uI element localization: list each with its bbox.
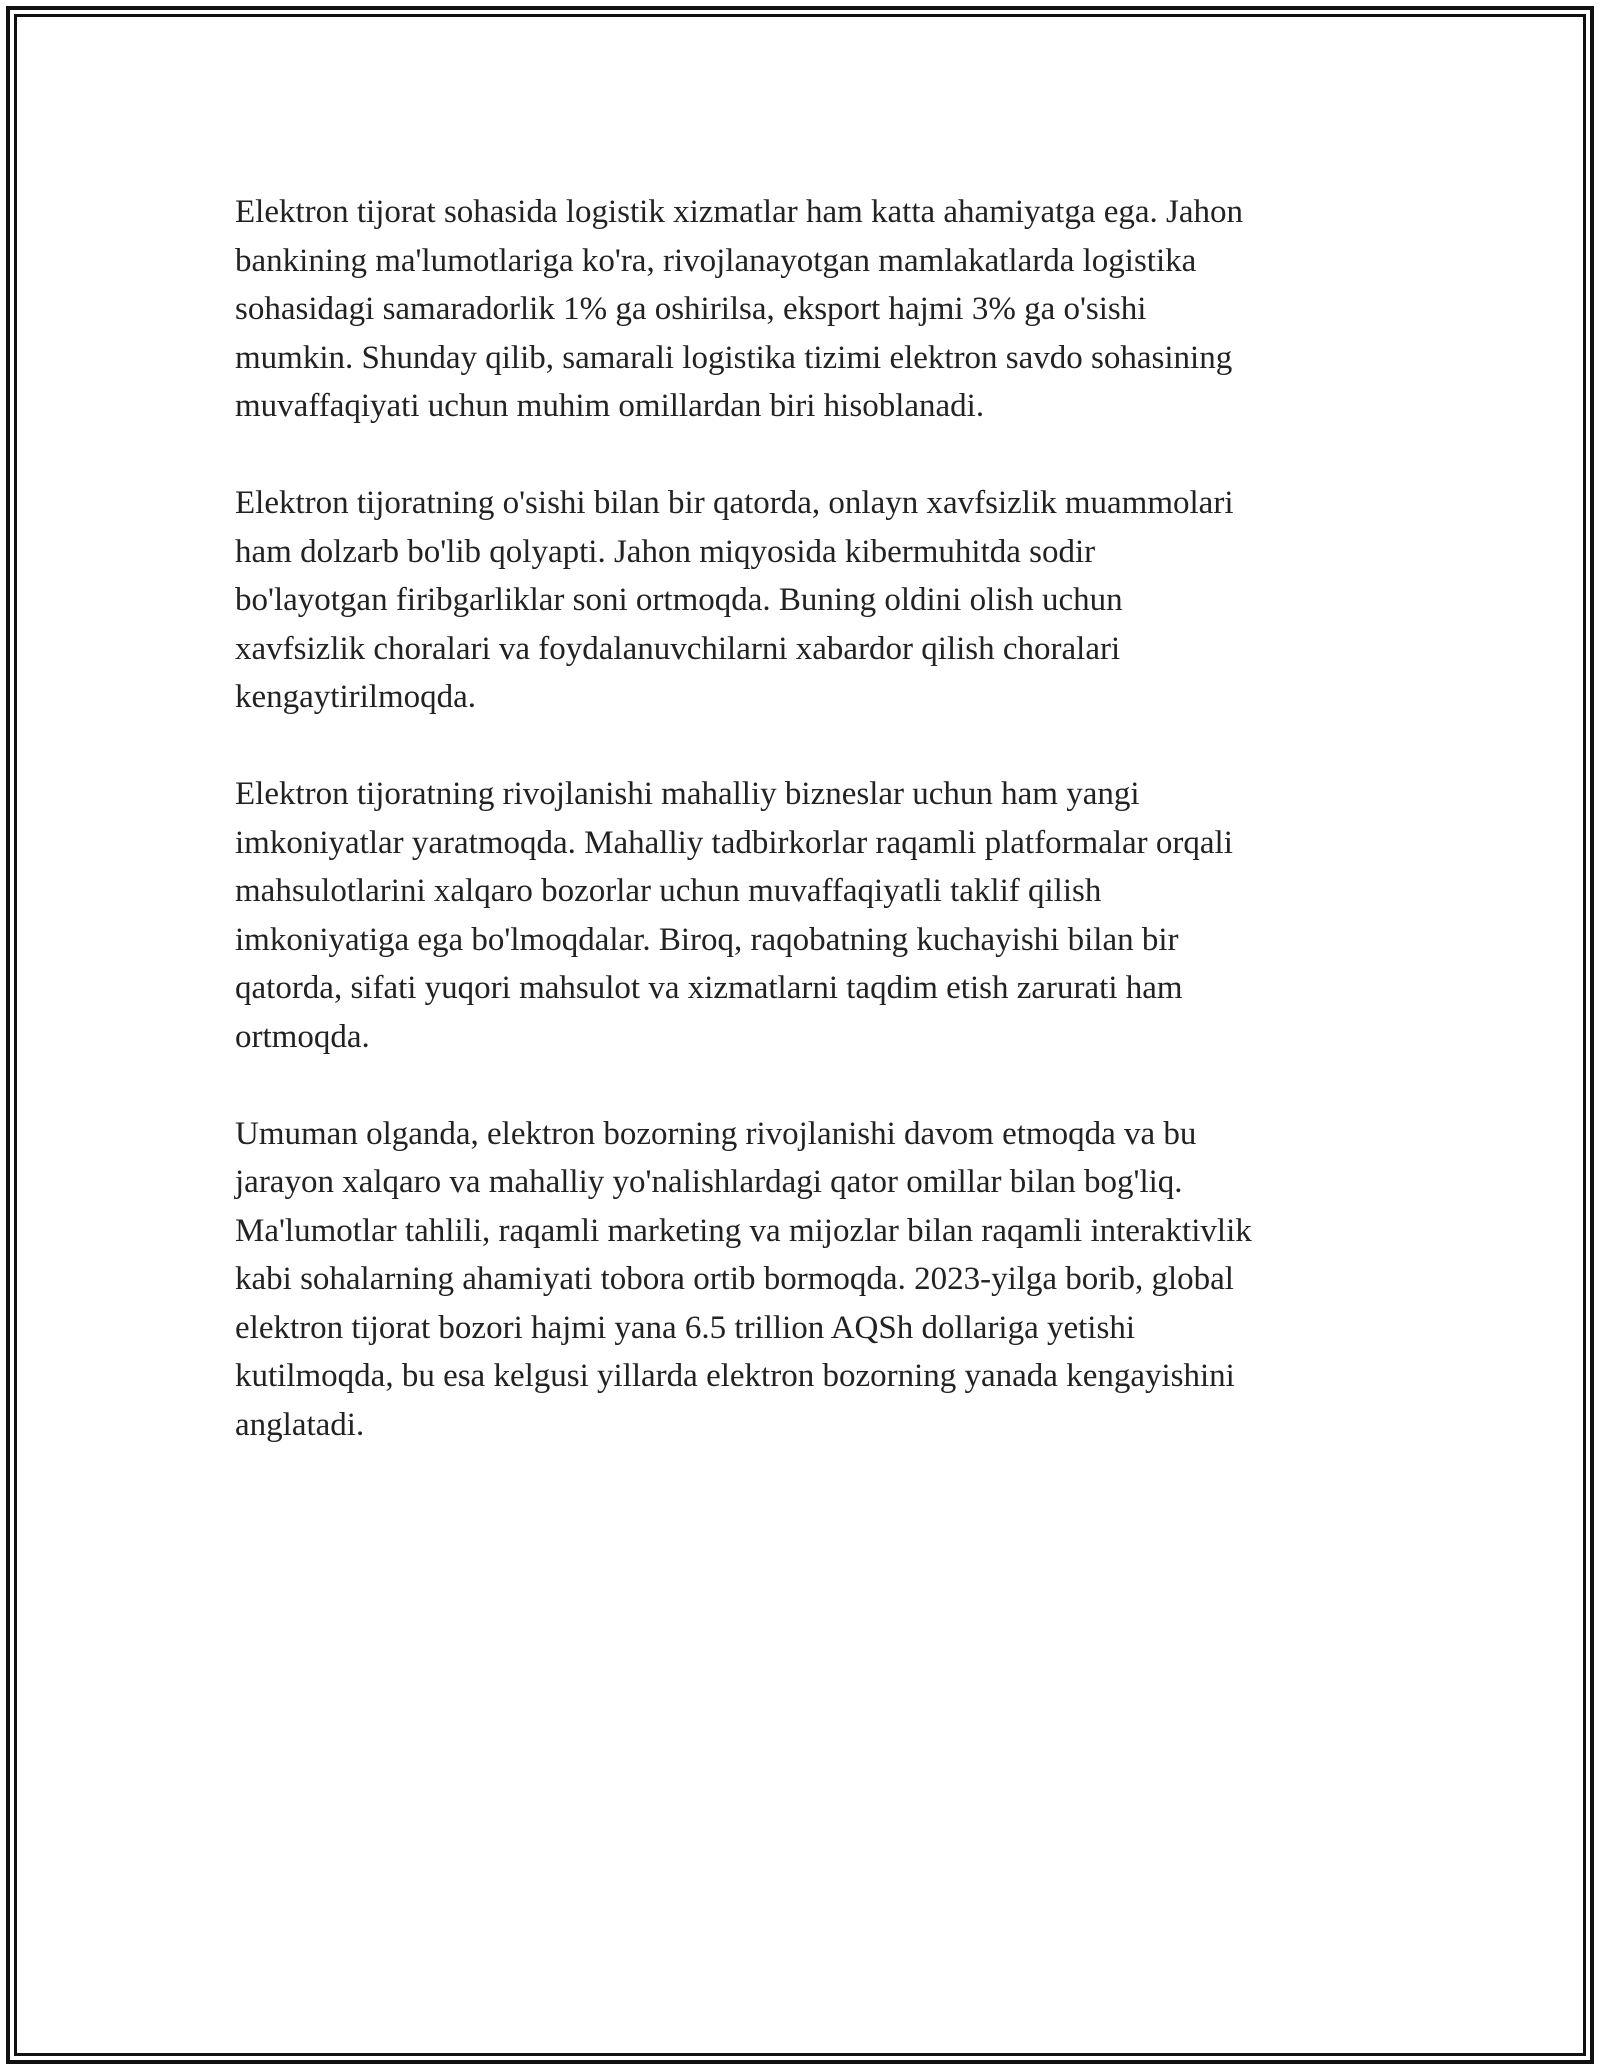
paragraph-logistics: Elektron tijorat sohasida logistik xizmatlar ham katta ahamiyatga ega. Jahon bankining ma'lumotlariga ko'ra, rivojlanayotgan mamlakatlarda logistika sohasidagi samaradorlik 1% ga oshirilsa, eksport hajmi 3% ga o'sishi mumkin. Shunday qilib, samarali logistika tizimi elektron savdo sohasining muvaffaqiyati uchun muhim omillardan biri hisoblanadi. (235, 194, 1244, 424)
paragraph-online-security: Elektron tijoratning o'sishi bilan bir qatorda, onlayn xavfsizlik muammolari ham dolzarb bo'lib qolyapti. Jahon miqyosida kibermuhitda sodir bo'layotgan firibgarliklar soni ortmoqda. Buning oldini olish uchun xavfsizlik choralari va foydalanuvchilarni xabardor qilish choralari kengaytirilmoqda. (235, 485, 1234, 715)
paragraph-conclusion: Umuman olganda, elektron bozorning rivojlanishi davom etmoqda va bu jarayon xalqaro va mahalliy yo'nalishlardagi qator omillar bilan bog'liq. Ma'lumotlar tahlili, raqamli marketing va mijozlar bilan raqamli interaktivlik kabi sohalarning ahamiyati tobora ortib bormoqda. 2023-yilga borib, global elektron tijorat bozori hajmi yana 6.5 trillion AQSh dollariga yetishi kutilmoqda, bu esa kelgusi yillarda elektron bozorning yanada kengayishini anglatadi. (235, 1115, 1252, 1443)
document-body (235, 188, 1375, 1498)
paragraph-local-business: Elektron tijoratning rivojlanishi mahalliy bizneslar uchun ham yangi imkoniyatlar yaratmoqda. Mahalliy tadbirkorlar raqamli platformalar orqali mahsulotlarini xalqaro bozorlar uchun muvaffaqiyatli taklif qilish imkoniyatiga ega bo'lmoqdalar. Biroq, raqobatning kuchayishi bilan bir qatorda, sifati yuqori mahsulot va xizmatlarni taqdim etish zarurati ham ortmoqda. (235, 776, 1233, 1055)
